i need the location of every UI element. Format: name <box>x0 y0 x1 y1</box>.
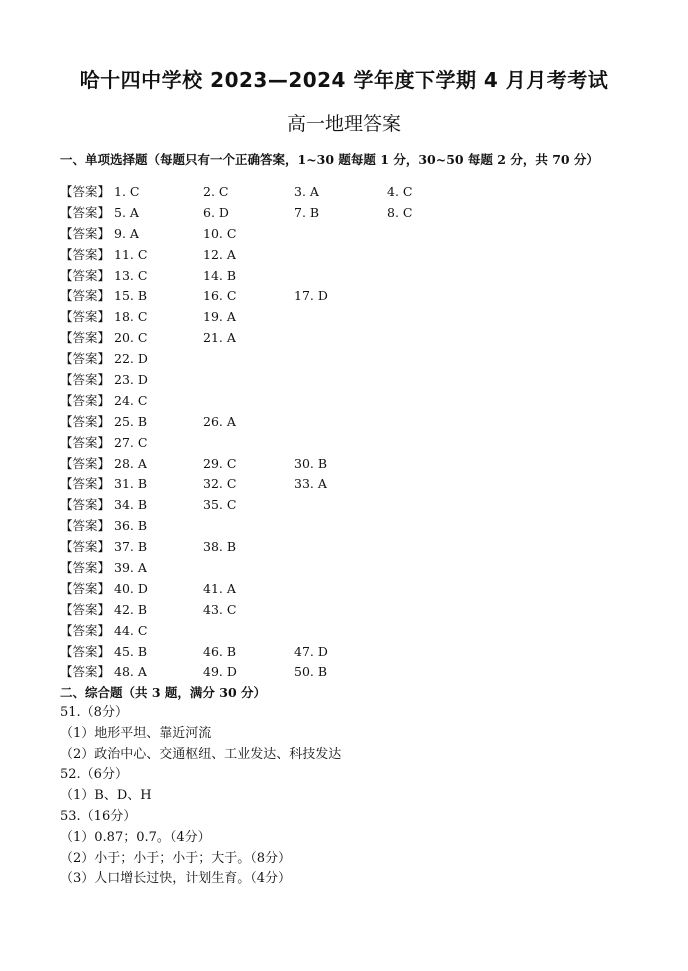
answer-row <box>60 642 660 663</box>
answer-item: 6. D <box>203 204 229 220</box>
essay-line: （1）地形平坦、靠近河流 <box>60 725 212 741</box>
essay-line: （1）0.87；0.7。（4分） <box>60 829 211 845</box>
essay-line: 52.（6分） <box>60 767 128 783</box>
essay-answer-list <box>60 703 660 890</box>
answer-item: 21. A <box>203 330 236 346</box>
answer-item: 23. D <box>114 372 148 388</box>
answer-item: 42. B <box>114 601 148 617</box>
answer-item: 14. B <box>203 267 237 283</box>
answer-item: 44. C <box>114 622 148 638</box>
answer-label: 【答案】 <box>60 413 111 429</box>
answer-item: 17. D <box>294 288 328 304</box>
answer-row <box>60 516 660 537</box>
answer-item: 3. A <box>294 184 319 199</box>
answer-item: 35. C <box>203 497 237 513</box>
answer-item: 7. B <box>294 204 320 220</box>
answer-row <box>60 203 660 224</box>
answer-item: 27. C <box>114 434 148 450</box>
answer-item: 31. B <box>114 476 148 492</box>
answer-item: 47. D <box>294 643 328 659</box>
answer-item: 37. B <box>114 539 148 555</box>
answer-label: 【答案】 <box>60 434 111 450</box>
answer-item: 12. A <box>203 246 236 262</box>
answer-label: 【答案】 <box>60 497 111 513</box>
answer-row <box>60 307 660 328</box>
answer-row <box>60 286 660 307</box>
answer-row <box>60 433 660 454</box>
answer-label: 【答案】 <box>60 455 111 471</box>
answer-item: 8. C <box>387 204 413 220</box>
answer-item: 48. A <box>114 664 147 680</box>
answer-label: 【答案】 <box>60 560 111 576</box>
essay-line: 51.（8分） <box>60 705 128 720</box>
answer-item: 24. C <box>114 392 148 408</box>
answer-label: 【答案】 <box>60 225 111 241</box>
essay-line: （2）政治中心、交通枢纽、工业发达、科技发达 <box>60 746 342 762</box>
answer-item: 9. A <box>114 225 139 241</box>
answer-item: 30. B <box>294 455 328 471</box>
answer-item: 18. C <box>114 309 148 325</box>
answer-row <box>60 370 660 391</box>
answer-item: 10. C <box>203 225 237 241</box>
answer-item: 1. C <box>114 184 140 199</box>
section-1-heading: 一、单项选择题（每题只有一个正确答案，1~30 题每题 1 分，30~50 每题 2 分，共 70 分） <box>60 152 599 167</box>
answer-item: 33. A <box>294 476 327 492</box>
answer-item: 26. A <box>203 413 236 429</box>
answer-row <box>60 579 660 600</box>
answer-row <box>60 328 660 349</box>
answer-label: 【答案】 <box>60 539 111 555</box>
answer-label: 【答案】 <box>60 580 111 596</box>
answer-row <box>60 558 660 579</box>
answer-item: 2. C <box>203 184 229 199</box>
answer-label: 【答案】 <box>60 601 111 617</box>
answer-row <box>60 621 660 642</box>
answer-label: 【答案】 <box>60 518 111 534</box>
answer-label: 【答案】 <box>60 476 111 492</box>
answer-row <box>60 495 660 516</box>
answer-item: 22. D <box>114 351 148 367</box>
page-title: 哈十四中学校 2023—2024 学年度下学期 4 月月考考试 <box>79 68 609 92</box>
answer-row <box>60 412 660 433</box>
answer-item: 15. B <box>114 288 148 304</box>
answer-item: 28. A <box>114 455 147 471</box>
answer-item: 41. A <box>203 580 236 596</box>
answer-label: 【答案】 <box>60 204 111 220</box>
answer-item: 46. B <box>203 643 237 659</box>
answer-label: 【答案】 <box>60 246 111 262</box>
answer-row <box>60 474 660 495</box>
answer-row <box>60 662 660 683</box>
answer-item: 50. B <box>294 664 328 680</box>
answer-row <box>60 349 660 370</box>
answer-item: 29. C <box>203 455 237 471</box>
answer-list <box>60 182 660 683</box>
answer-item: 39. A <box>114 560 147 576</box>
answer-item: 25. B <box>114 413 148 429</box>
answer-label: 【答案】 <box>60 664 111 680</box>
answer-item: 16. C <box>203 288 237 304</box>
essay-line: （2）小于；小于；小于；大于。（8分） <box>60 850 292 866</box>
answer-row <box>60 224 660 245</box>
answer-row <box>60 182 660 203</box>
answer-item: 40. D <box>114 580 148 596</box>
answer-label: 【答案】 <box>60 330 111 346</box>
answer-item: 45. B <box>114 643 148 659</box>
answer-item: 36. B <box>114 518 148 534</box>
answer-row <box>60 600 660 621</box>
answer-item: 32. C <box>203 476 237 492</box>
answer-label: 【答案】 <box>60 184 111 199</box>
answer-row <box>60 245 660 266</box>
essay-line: （3）人口增长过快，计划生育。（4分） <box>60 871 292 887</box>
answer-row <box>60 391 660 412</box>
answer-item: 49. D <box>203 664 237 680</box>
answer-label: 【答案】 <box>60 372 111 388</box>
answer-item: 20. C <box>114 330 148 346</box>
essay-line: 53.（16分） <box>60 808 137 824</box>
answer-item: 13. C <box>114 267 148 283</box>
answer-label: 【答案】 <box>60 392 111 408</box>
answer-item: 11. C <box>114 246 148 262</box>
answer-item: 34. B <box>114 497 148 513</box>
answer-row <box>60 454 660 475</box>
section-2-heading: 二、综合题（共 3 题，满分 30 分） <box>60 685 267 700</box>
answer-label: 【答案】 <box>60 643 111 659</box>
answer-label: 【答案】 <box>60 267 111 283</box>
answer-label: 【答案】 <box>60 309 111 325</box>
answer-item: 19. A <box>203 309 236 325</box>
page-subtitle: 高一地理答案 <box>286 113 401 135</box>
answer-row <box>60 537 660 558</box>
answer-item: 4. C <box>387 184 413 199</box>
answer-label: 【答案】 <box>60 622 111 638</box>
answer-item: 38. B <box>203 539 237 555</box>
answer-label: 【答案】 <box>60 288 111 304</box>
answer-label: 【答案】 <box>60 351 111 367</box>
answer-item: 5. A <box>114 204 139 220</box>
answer-item: 43. C <box>203 601 237 617</box>
essay-line: （1）B、D、H <box>60 788 152 804</box>
answer-row <box>60 266 660 287</box>
